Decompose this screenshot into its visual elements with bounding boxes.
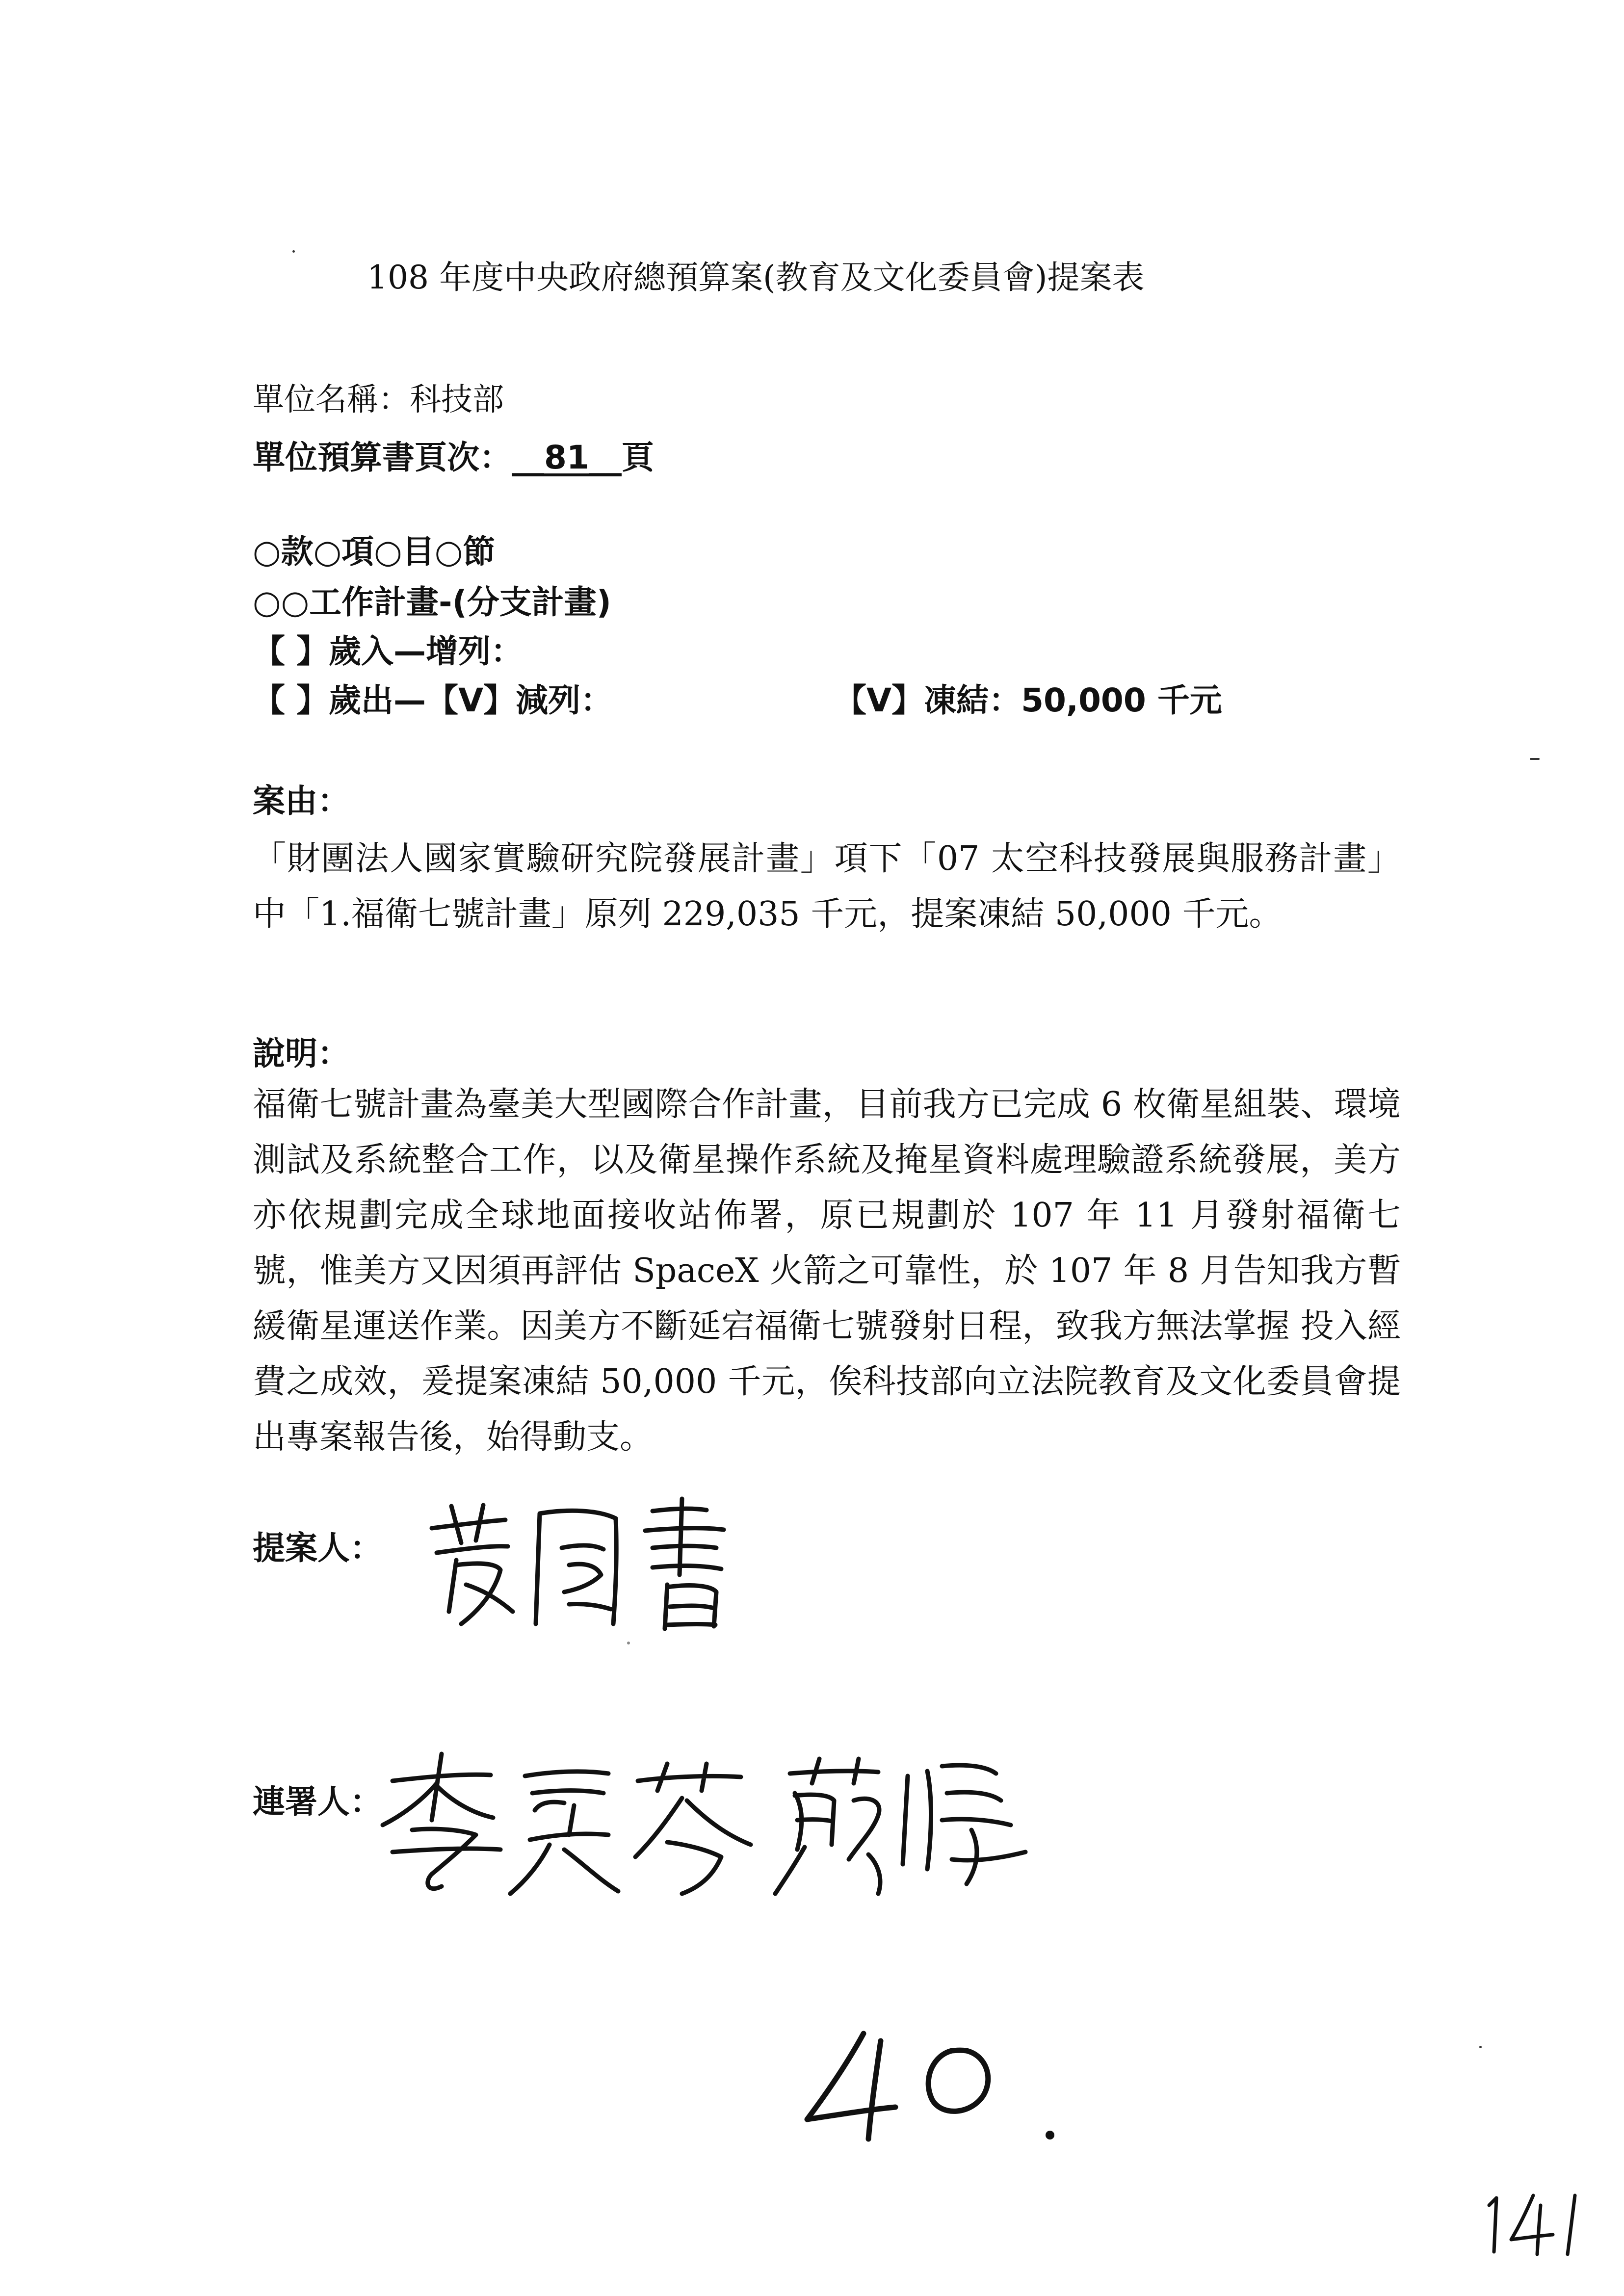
cosigner-signatures [363, 1747, 1035, 1908]
cosigner-label: 連署人： [253, 1783, 382, 1821]
proposer-signature [422, 1491, 736, 1639]
reason-text: 「財團法人國家實驗研究院發展計畫」項下「07 太空科技發展與服務計畫」中「1.福衛七號計畫」原列 229,035 千元，提案凍結 50,000 千元。 [253, 839, 1401, 934]
explanation-text: 福衛七號計畫為臺美大型國際合作計畫，目前我方已完成 6 枚衛星組裝、環境測試及系統整合工作，以及衛星操作系統及掩星資料處理驗證系統發展，美方亦依規劃完成全球地面接收站佈署，原已規劃於 107 年 11 月發射福衛七號，惟美方又因須再評估 SpaceX 火箭之可靠性，於 107 年 8 月告知我方暫緩衛星運送作業。因美方不斷延宕福衛七號發射日程，致我方無法掌握 投入經費之成效，爰提案凍結 50,000 千元，俟科技部向立法院教育及文化委員會提出專案報告後，始得動支。 [253, 1085, 1401, 1457]
reason-heading: 案由： [253, 782, 350, 820]
handwritten-number [790, 2021, 1065, 2149]
budget-page-suffix: 頁 [621, 439, 654, 476]
income-line: 【 】歲入—增列： [253, 632, 523, 670]
scan-mark [1530, 758, 1540, 760]
page-mark [1479, 2186, 1587, 2259]
scan-speck [292, 250, 295, 253]
explanation-heading: 說明： [253, 1035, 350, 1072]
expense-line: 【 】歲出—【V】減列： [253, 681, 613, 719]
unit-name-line: 單位名稱：科技部 [253, 382, 504, 418]
proposer-label: 提案人： [253, 1529, 382, 1567]
document-title: 108 年度中央政府總預算案(教育及文化委員會)提案表 [367, 259, 1145, 296]
section-line: ○款○項○目○節 [253, 533, 496, 571]
budget-page-line [253, 439, 654, 476]
plan-line: ○○工作計畫-(分支計畫) [253, 583, 611, 621]
scan-speck [1479, 2046, 1482, 2048]
scan-speck [627, 1642, 630, 1644]
budget-page-number: __81__ [512, 439, 622, 476]
freeze-line: 【V】凍結：50,000 千元 [834, 681, 1222, 719]
budget-page-label: 單位預算書頁次： [253, 439, 512, 476]
